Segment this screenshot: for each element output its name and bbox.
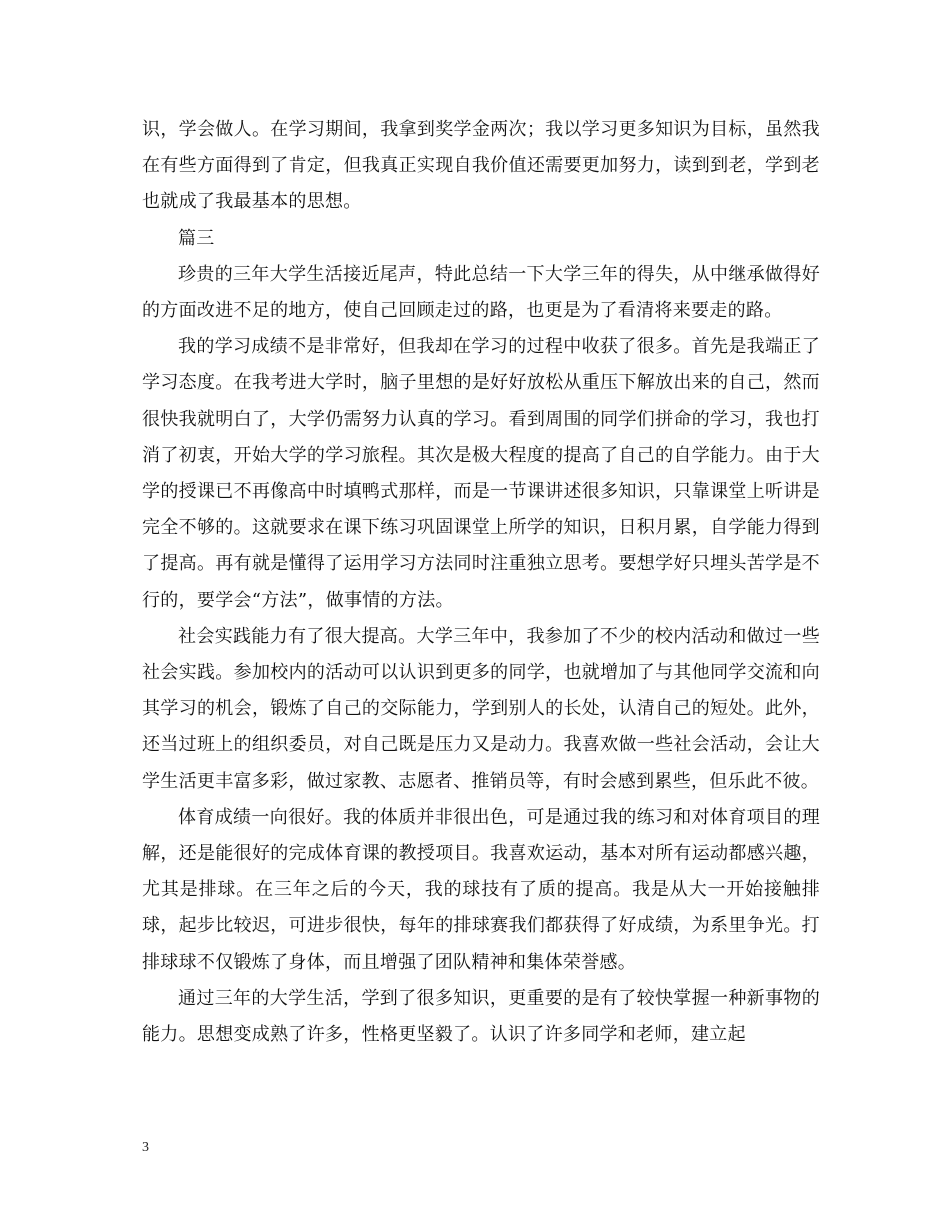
- page-number: 3: [142, 1140, 149, 1155]
- paragraph-summary: 通过三年的大学生活，学到了很多知识，更重要的是有了较快掌握一种新事物的能力。思想变成熟了许多，性格更坚毅了。认识了许多同学和老师，建立起: [142, 987, 820, 1046]
- paragraph-sports: 体育成绩一向很好。我的体质并非很出色，可是通过我的练习和对体育项目的理解，还是能很好的完成体育课的教授项目。我喜欢运动，基本对所有运动都感兴趣，尤其是排球。在三年之后的今天，我的球技有了质的提高。我是从大一开始接触排球，起步比较迟，可进步很快，每年的排球赛我们都获得了好成绩，为系里争光。打排球球不仅锻炼了身体，而且增强了团队精神和集体荣誉感。: [142, 806, 820, 973]
- document-body: [142, 112, 820, 1053]
- paragraph-intro: 珍贵的三年大学生活接近尾声，特此总结一下大学三年的得失，从中继承做得好的方面改进不足的地方，使自己回顾走过的路，也更是为了看清将来要走的路。: [142, 263, 820, 322]
- paragraph-continuation: 识，学会做人。在学习期间，我拿到奖学金两次；我以学习更多知识为目标，虽然我在有些方面得到了肯定，但我真正实现自我价值还需要更加努力，读到到老，学到老也就成了我最基本的思想。: [142, 119, 820, 213]
- section-heading: 篇三: [178, 227, 215, 249]
- paragraph-study: 我的学习成绩不是非常好，但我却在学习的过程中收获了很多。首先是我端正了学习态度。在我考进大学时，脑子里想的是好好放松从重压下解放出来的自己，然而很快我就明白了，大学仍需努力认真的学习。看到周围的同学们拼命的学习，我也打消了初衷，开始大学的学习旅程。其次是极大程度的提高了自己的自学能力。由于大学的授课已不再像高中时填鸭式那样，而是一节课讲述很多知识，只靠课堂上听讲是完全不够的。这就要求在课下练习巩固课堂上所学的知识，日积月累，自学能力得到了提高。再有就是懂得了运用学习方法同时注重独立思考。要想学好只埋头苦学是不行的，要学会“方法”，做事情的方法。: [142, 336, 820, 611]
- paragraph-social-practice: 社会实践能力有了很大提高。大学三年中，我参加了不少的校内活动和做过一些社会实践。参加校内的活动可以认识到更多的同学，也就增加了与其他同学交流和向其学习的机会，锻炼了自己的交际能力，学到别人的长处，认清自己的短处。此外，还当过班上的组织委员，对自己既是压力又是动力。我喜欢做一些社会活动，会让大学生活更丰富多彩，做过家教、志愿者、推销员等，有时会感到累些，但乐此不彼。: [142, 625, 820, 792]
